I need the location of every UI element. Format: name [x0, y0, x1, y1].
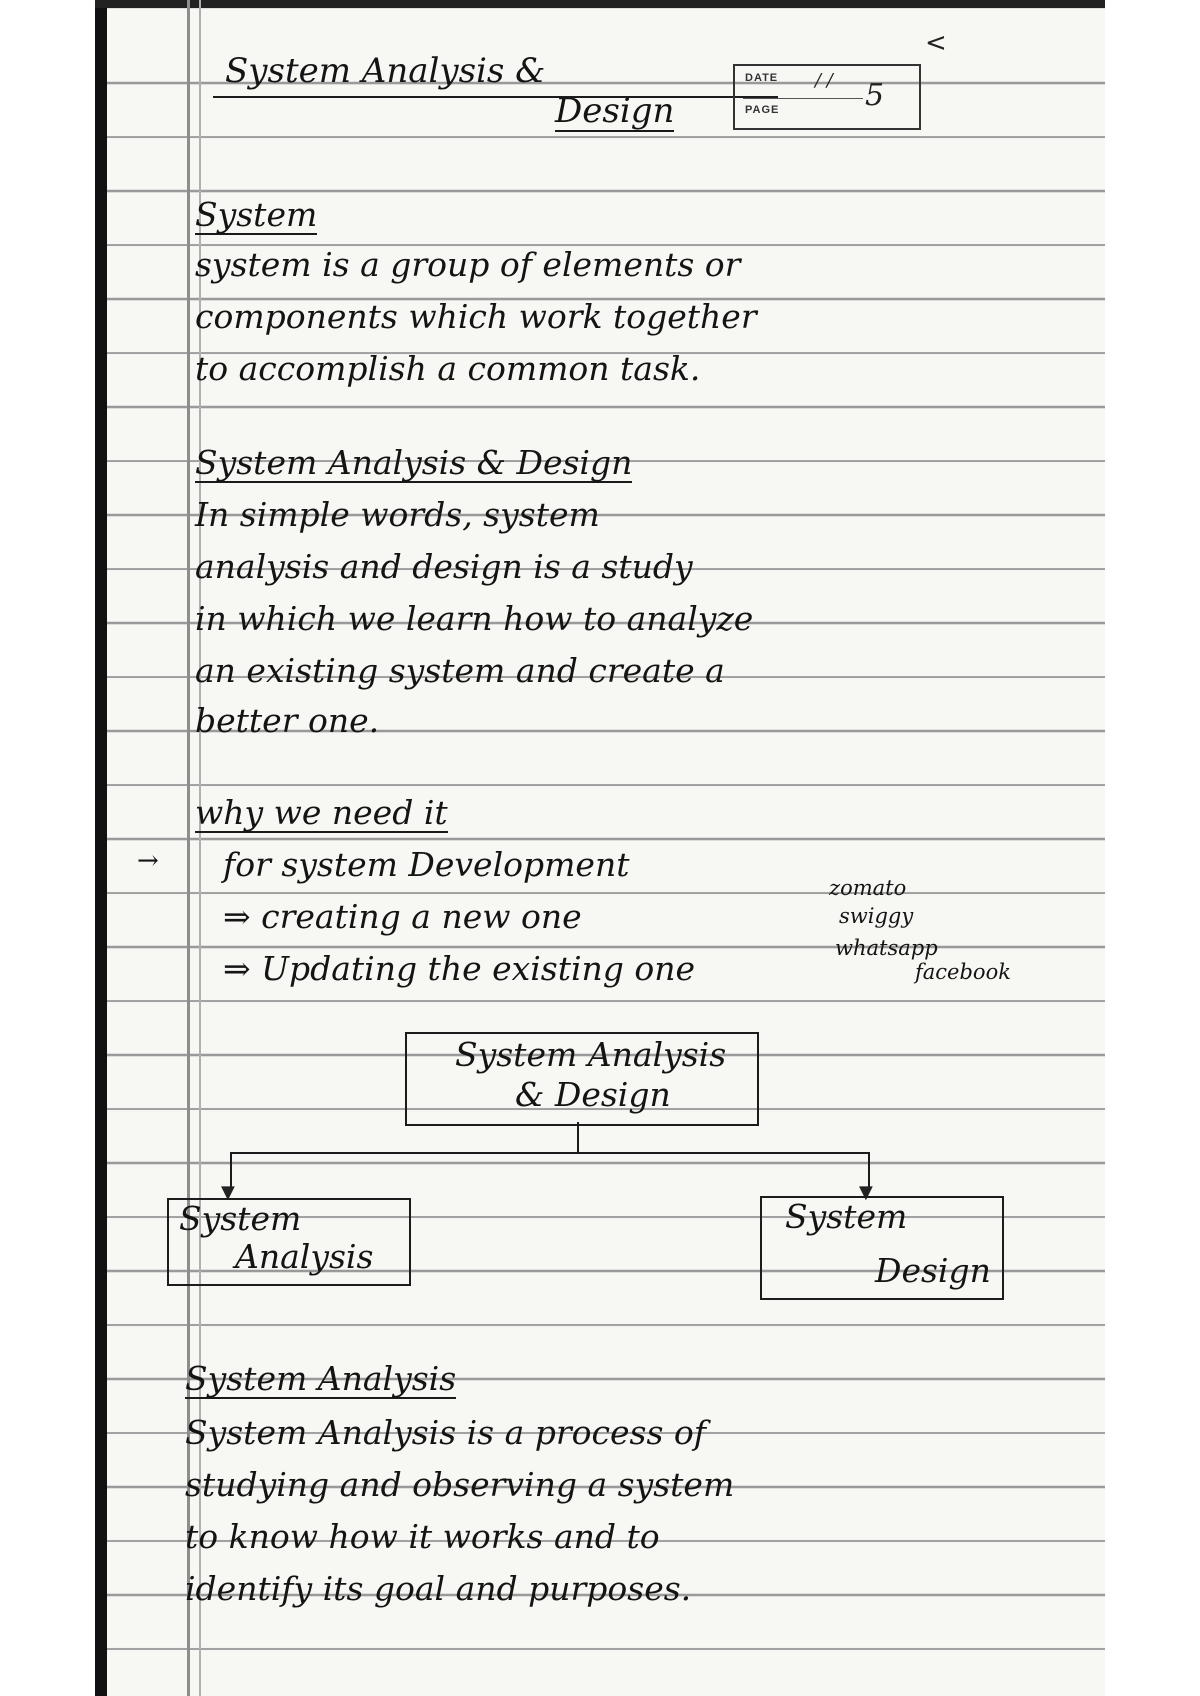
text-line: System Analysis is a process of	[185, 1413, 706, 1452]
page-label: PAGE	[745, 104, 780, 116]
text-line: to accomplish a common task.	[195, 349, 701, 388]
diagram-left-label-line2: Analysis	[235, 1237, 374, 1276]
page-top-edge	[95, 0, 1105, 8]
diagram-right-label-line2: Design	[875, 1251, 991, 1290]
section-heading-system: System	[195, 195, 318, 234]
connector-line	[577, 1122, 579, 1152]
section-heading-why: why we need it	[195, 793, 448, 832]
text-line: to know how it works and to	[185, 1517, 660, 1556]
notebook-page	[95, 0, 1105, 1696]
text-line: better one.	[195, 701, 380, 740]
arrow-down-icon: ▼	[859, 1182, 873, 1203]
text-line: In simple words, system	[195, 495, 600, 534]
text-line: an existing system and create a	[195, 651, 725, 690]
page-shadow-edge	[95, 0, 107, 1696]
section-heading-analysis: System Analysis	[185, 1359, 457, 1398]
diagram-root-label-line1: System Analysis	[455, 1035, 727, 1074]
section-heading-sad: System Analysis & Design	[195, 443, 633, 482]
side-note: swiggy	[839, 904, 914, 928]
diagram-left-label-line1: System	[179, 1199, 302, 1238]
text-line: system is a group of elements or	[195, 245, 741, 284]
diagram-root-label-line2: & Design	[515, 1075, 671, 1114]
diagram-right-label-line1: System	[785, 1197, 908, 1236]
side-note: facebook	[915, 960, 1011, 984]
text-line: components which work together	[195, 297, 757, 336]
bullet-point: for system Development	[223, 845, 630, 884]
arrow-bullet-icon: →	[137, 846, 159, 876]
side-note: zomato	[829, 876, 907, 900]
page-title-line1: System Analysis &	[225, 51, 546, 91]
text-line: in which we learn how to analyze	[195, 599, 754, 638]
text-line: analysis and design is a study	[195, 547, 693, 586]
connector-line	[230, 1152, 870, 1154]
corner-check-mark: <	[925, 28, 947, 58]
title-underline	[213, 96, 778, 98]
date-page-box	[733, 64, 921, 130]
date-label: DATE	[745, 72, 779, 84]
date-value: / /	[815, 70, 833, 91]
page-number: 5	[865, 78, 885, 113]
sub-point: ⇒ Updating the existing one	[223, 949, 696, 988]
sub-point: ⇒ creating a new one	[223, 897, 582, 936]
side-note: whatsapp	[835, 936, 938, 960]
text-line: studying and observing a system	[185, 1465, 735, 1504]
arrow-down-icon: ▼	[221, 1182, 235, 1203]
text-line: identify its goal and purposes.	[185, 1569, 692, 1608]
page-title-line2: Design	[555, 91, 675, 131]
date-box-divider	[743, 98, 863, 99]
